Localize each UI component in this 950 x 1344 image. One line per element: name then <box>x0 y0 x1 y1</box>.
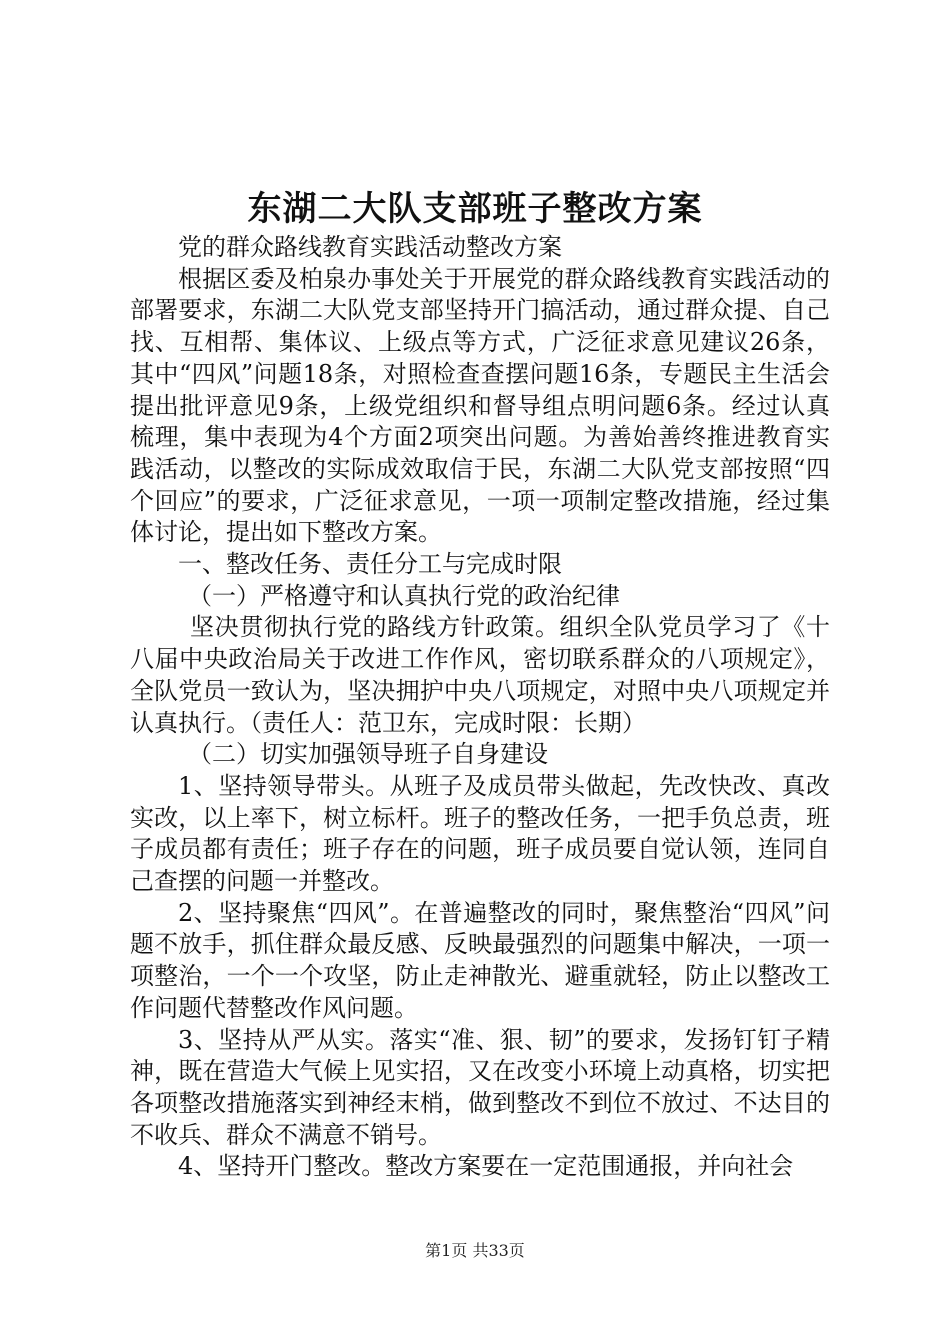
document-subtitle: 党的群众路线教育实践活动整改方案 <box>178 233 562 261</box>
subsection-heading-2: （二）切实加强领导班子自身建设 <box>188 740 548 769</box>
document-body <box>130 232 830 1183</box>
list-item: 2、坚持聚焦“四风”。在普遍整改的同时，聚焦整治“四风”问题不放手，抓住群众最反感、反映最强烈的问题集中解决，一项一项整治，一个一个攻坚，防止走神散光、避重就轻，防止以整改工作问题代替整改作风问题。 <box>130 898 830 1022</box>
list-item: 1、坚持领导带头。从班子及成员带头做起，先改快改、真改实改，以上率下，树立标杆。班子的整改任务，一把手负总责，班子成员都有责任；班子存在的问题，班子成员要自觉认领，连同自己查摆的问题一并整改。 <box>130 771 830 896</box>
list-item: 3、坚持从严从实。落实“准、狠、韧”的要求，发扬钉钉子精神，既在营造大气候上见实招，又在改变小环境上动真格，切实把各项整改措施落实到神经末梢，做到整改不到位不放过、不达目的不收兵、群众不满意不销号。 <box>130 1025 830 1149</box>
subsection-heading-1: （一）严格遵守和认真执行党的政治纪律 <box>188 581 620 610</box>
section-heading-1: 一、整改任务、责任分工与完成时限 <box>178 550 562 579</box>
page-number-footer: 第1页 共33页 <box>425 1241 525 1260</box>
intro-paragraph: 根据区委及柏泉办事处关于开展党的群众路线教育实践活动的部署要求，东湖二大队党支部坚持开门搞活动，通过群众提、自己找、互相帮、集体议、上级点等方式，广泛征求意见建议26条，其中“四风”问题18条，对照检查查摆问题16条，专题民主生活会提出批评意见9条，上级党组织和督导组点明问题6条。经过认真梳理，集中表现为4个方面2项突出问题。为善始善终推进教育实践活动，以整改的实际成效取信于民，东湖二大队党支部按照“四个回应”的要求，广泛征求意见，一项一项制定整改措施，经过集体讨论，提出如下整改方案。 <box>130 264 830 547</box>
list-item: 4、坚持开门整改。整改方案要在一定范围通报，并向社会 <box>178 1152 794 1181</box>
subsection-1-paragraph: 坚决贯彻执行党的路线方针政策。组织全队党员学习了《十八届中央政治局关于改进工作作风，密切联系群众的八项规定》，全队党员一致认为，坚决拥护中央八项规定，对照中央八项规定并认真执行。（责任人：范卫东，完成时限：长期） <box>130 613 830 737</box>
document-title: 东湖二大队支部班子整改方案 <box>247 189 703 229</box>
